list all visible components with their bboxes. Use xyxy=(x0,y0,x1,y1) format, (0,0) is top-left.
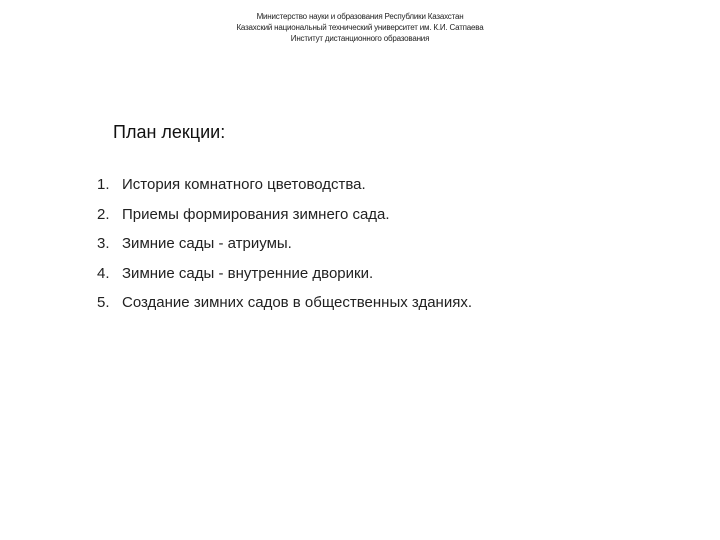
list-item-number: 3. xyxy=(97,235,110,252)
list-item xyxy=(97,292,472,322)
lecture-plan-title xyxy=(113,121,225,143)
lecture-plan-title-text: План лекции xyxy=(113,122,221,142)
list-item-number: 4. xyxy=(97,264,110,282)
list-item-text: Приемы формирования зимнего сада. xyxy=(122,205,390,223)
list-item-number: 2. xyxy=(97,205,110,223)
list-item-text: Создание зимних садов в общественных зданиях. xyxy=(122,294,473,311)
list-item xyxy=(97,233,472,263)
list-item xyxy=(97,263,472,293)
list-item-text: Зимние сады - внутренние дворики. xyxy=(122,264,374,282)
institute-line: Институт дистанционного образования xyxy=(290,34,430,43)
ministry-line: Министерство науки и образования Республики Казахстан xyxy=(256,12,464,21)
list-item-number: 5. xyxy=(97,294,110,311)
list-item-text: История комнатного цветоводства. xyxy=(122,176,366,193)
lecture-plan-list xyxy=(97,174,472,322)
list-item xyxy=(97,174,472,204)
list-item-text: Зимние сады - атриумы. xyxy=(122,235,292,252)
lecture-plan-title-colon: : xyxy=(220,122,226,142)
university-line: Казахский национальный технический университет им. К.И. Сатпаева xyxy=(236,23,484,32)
document-header xyxy=(0,11,720,44)
list-item xyxy=(97,204,472,234)
list-item-number: 1. xyxy=(97,176,110,193)
